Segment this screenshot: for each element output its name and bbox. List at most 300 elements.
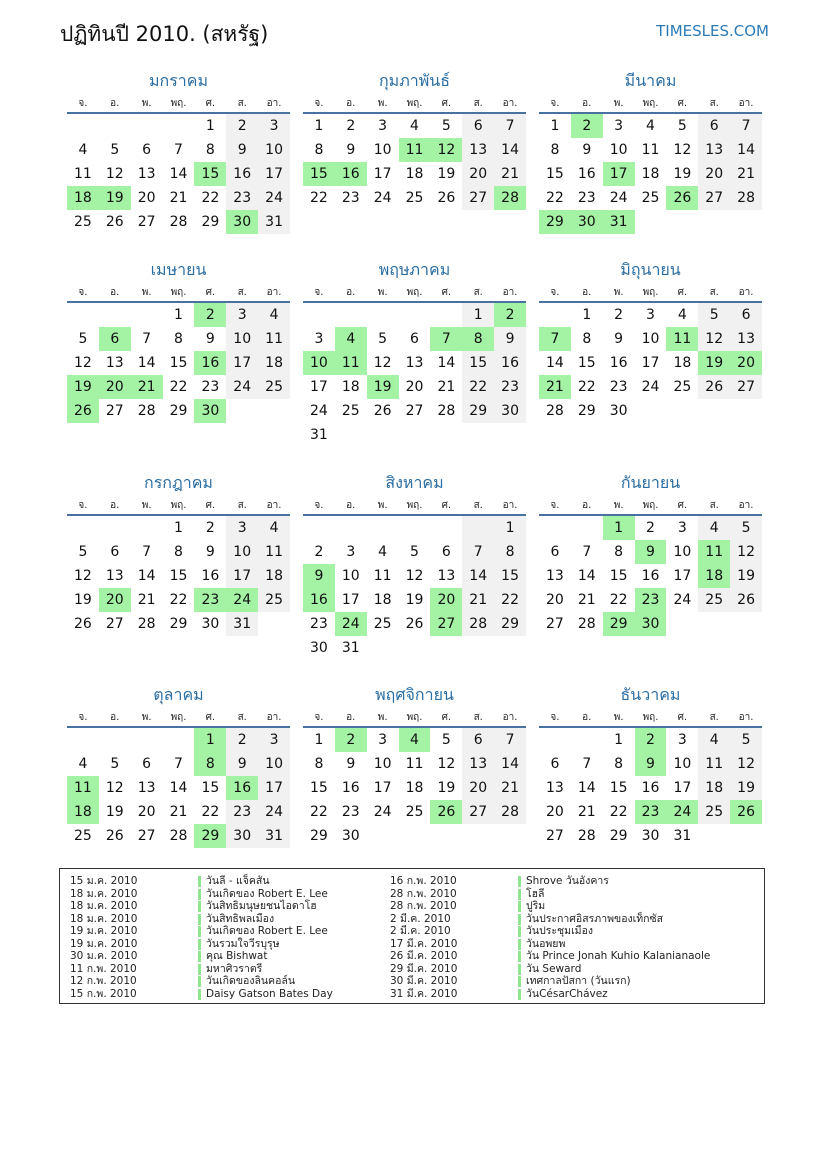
day-cell: 24 bbox=[373, 804, 392, 820]
day-cell: 12 bbox=[437, 756, 456, 772]
holiday-date: 19 ม.ค. 2010 bbox=[70, 925, 138, 937]
day-cell: 21 bbox=[169, 190, 188, 206]
day-cell: 9 bbox=[226, 138, 258, 162]
day-cell: 26 bbox=[373, 403, 392, 419]
day-cell: 17 bbox=[310, 379, 328, 395]
day-cell: 18 bbox=[67, 800, 99, 824]
empty-cell bbox=[99, 114, 131, 138]
weekday-label: อา. bbox=[502, 712, 518, 723]
days-grid bbox=[303, 728, 526, 848]
day-cell: 3 bbox=[677, 732, 687, 748]
day-cell: 9 bbox=[205, 544, 215, 560]
day-cell: 28 bbox=[137, 403, 156, 419]
days-grid bbox=[67, 114, 290, 234]
day-cell: 7 bbox=[582, 544, 592, 560]
day-cell: 6 bbox=[730, 303, 762, 327]
weekday-label: พฤ. bbox=[642, 98, 659, 109]
month-name: ตุลาคม bbox=[153, 685, 204, 704]
holiday-name: วัน Seward bbox=[526, 962, 582, 975]
day-cell: 18 bbox=[673, 355, 692, 371]
day-cell: 25 bbox=[405, 190, 424, 206]
day-cell: 11 bbox=[67, 776, 99, 800]
day-cell: 21 bbox=[462, 588, 494, 612]
empty-cell bbox=[131, 303, 163, 327]
day-cell: 10 bbox=[341, 568, 360, 584]
holiday-date: 15 ม.ค. 2010 bbox=[70, 875, 138, 887]
site-link[interactable]: TIMESLES.COM bbox=[656, 22, 769, 40]
month-calendar bbox=[539, 259, 762, 423]
weekday-label: อ. bbox=[582, 500, 592, 511]
day-cell: 13 bbox=[462, 138, 494, 162]
day-cell: 21 bbox=[437, 379, 456, 395]
day-cell: 26 bbox=[730, 800, 762, 824]
empty-cell bbox=[335, 516, 367, 540]
weekday-label: ส. bbox=[709, 712, 719, 723]
day-cell: 19 bbox=[367, 375, 399, 399]
day-cell: 9 bbox=[635, 752, 667, 776]
weekday-label: พ. bbox=[141, 98, 152, 109]
day-cell: 4 bbox=[399, 728, 431, 752]
holiday-marker bbox=[518, 914, 521, 925]
weekday-label: ส. bbox=[237, 98, 247, 109]
day-cell: 3 bbox=[258, 114, 290, 138]
day-cell: 31 bbox=[341, 640, 360, 656]
day-cell: 3 bbox=[314, 331, 324, 347]
day-cell: 27 bbox=[462, 186, 494, 210]
weekday-label: ศ. bbox=[205, 98, 216, 109]
holiday-marker bbox=[198, 964, 201, 975]
weekday-label: อา. bbox=[266, 287, 282, 298]
day-cell: 1 bbox=[205, 118, 215, 134]
weekday-header bbox=[303, 285, 526, 303]
weekday-label: จ. bbox=[78, 500, 88, 511]
day-cell: 13 bbox=[405, 355, 424, 371]
day-cell: 1 bbox=[582, 307, 592, 323]
day-cell: 2 bbox=[194, 303, 226, 327]
holiday-marker bbox=[518, 926, 521, 937]
day-cell: 11 bbox=[641, 142, 660, 158]
day-cell: 23 bbox=[494, 375, 526, 399]
empty-cell bbox=[67, 516, 99, 540]
days-grid bbox=[539, 516, 762, 636]
day-cell: 26 bbox=[105, 214, 124, 230]
day-cell: 15 bbox=[169, 568, 188, 584]
day-cell: 24 bbox=[258, 800, 290, 824]
empty-cell bbox=[67, 114, 99, 138]
day-cell: 17 bbox=[341, 592, 360, 608]
day-cell: 18 bbox=[373, 592, 392, 608]
day-cell: 3 bbox=[346, 544, 356, 560]
day-cell: 24 bbox=[258, 186, 290, 210]
day-cell: 13 bbox=[546, 568, 564, 584]
day-cell: 10 bbox=[373, 142, 392, 158]
day-cell: 20 bbox=[698, 162, 730, 186]
weekday-label: พ. bbox=[141, 500, 152, 511]
day-cell: 27 bbox=[546, 616, 564, 632]
day-cell: 24 bbox=[226, 588, 258, 612]
day-cell: 16 bbox=[201, 568, 220, 584]
day-cell: 11 bbox=[258, 327, 290, 351]
day-cell: 16 bbox=[335, 162, 367, 186]
weekday-label: ศ. bbox=[677, 98, 688, 109]
day-cell: 3 bbox=[378, 732, 388, 748]
weekday-label: พฤ. bbox=[406, 98, 423, 109]
weekday-label: อา. bbox=[738, 98, 754, 109]
day-cell: 18 bbox=[67, 186, 99, 210]
days-grid bbox=[303, 114, 526, 210]
weekday-label: พฤ. bbox=[170, 712, 187, 723]
day-cell: 23 bbox=[194, 588, 226, 612]
month-calendar bbox=[67, 472, 290, 636]
day-cell: 5 bbox=[110, 142, 120, 158]
holiday-marker bbox=[198, 889, 201, 900]
day-cell: 15 bbox=[462, 351, 494, 375]
holiday-date: 31 มี.ค. 2010 bbox=[390, 987, 458, 1000]
day-cell: 6 bbox=[441, 544, 451, 560]
day-cell: 25 bbox=[258, 588, 290, 612]
weekday-label: ส. bbox=[473, 98, 483, 109]
day-cell: 12 bbox=[105, 780, 124, 796]
day-cell: 30 bbox=[571, 210, 603, 234]
day-cell: 12 bbox=[405, 568, 424, 584]
weekday-label: อ. bbox=[110, 500, 120, 511]
holiday-date: 28 ก.พ. 2010 bbox=[390, 900, 457, 912]
holiday-date: 2 มี.ค. 2010 bbox=[390, 925, 451, 937]
weekday-label: ส. bbox=[473, 287, 483, 298]
days-grid bbox=[67, 516, 290, 636]
weekday-header bbox=[67, 96, 290, 114]
holiday-name: วันเกิดของ Robert E. Lee bbox=[206, 887, 328, 900]
empty-cell bbox=[430, 303, 462, 327]
day-cell: 10 bbox=[673, 756, 692, 772]
weekday-label: จ. bbox=[550, 712, 560, 723]
day-cell: 25 bbox=[641, 190, 660, 206]
day-cell: 16 bbox=[303, 588, 335, 612]
day-cell: 2 bbox=[226, 114, 258, 138]
day-cell: 9 bbox=[346, 756, 356, 772]
page-title: ปฏิทินปี 2010. (สหรัฐ) bbox=[60, 22, 269, 46]
day-cell: 1 bbox=[314, 732, 324, 748]
day-cell: 12 bbox=[74, 568, 92, 584]
day-cell: 29 bbox=[577, 403, 596, 419]
day-cell: 25 bbox=[341, 403, 360, 419]
holiday-name: Shrove วันอังคาร bbox=[526, 875, 609, 887]
day-cell: 28 bbox=[546, 403, 564, 419]
holiday-name: วันอพยพ bbox=[526, 937, 566, 950]
weekday-label: อ. bbox=[110, 287, 120, 298]
day-cell: 29 bbox=[194, 824, 226, 848]
empty-cell bbox=[131, 728, 163, 752]
weekday-label: จ. bbox=[550, 287, 560, 298]
day-cell: 15 bbox=[494, 564, 526, 588]
weekday-header bbox=[539, 96, 762, 114]
weekday-label: พ. bbox=[613, 500, 624, 511]
month-calendar bbox=[67, 70, 290, 234]
weekday-label: ศ. bbox=[441, 287, 452, 298]
day-cell: 19 bbox=[698, 351, 730, 375]
day-cell: 24 bbox=[226, 375, 258, 399]
day-cell: 28 bbox=[462, 612, 494, 636]
day-cell: 21 bbox=[730, 162, 762, 186]
weekday-label: ส. bbox=[237, 287, 247, 298]
day-cell: 17 bbox=[226, 564, 258, 588]
weekday-label: พฤ. bbox=[642, 287, 659, 298]
day-cell: 5 bbox=[677, 118, 687, 134]
day-cell: 29 bbox=[310, 828, 328, 844]
day-cell: 22 bbox=[201, 190, 220, 206]
day-cell: 20 bbox=[405, 379, 424, 395]
weekday-header bbox=[67, 710, 290, 728]
day-cell: 20 bbox=[430, 588, 462, 612]
day-cell: 23 bbox=[577, 190, 596, 206]
day-cell: 5 bbox=[730, 516, 762, 540]
month-name: มกราคม bbox=[148, 71, 209, 90]
holiday-marker bbox=[198, 901, 201, 912]
day-cell: 13 bbox=[105, 568, 124, 584]
day-cell: 1 bbox=[603, 516, 635, 540]
day-cell: 30 bbox=[310, 640, 328, 656]
day-cell: 19 bbox=[405, 592, 424, 608]
day-cell: 4 bbox=[78, 756, 88, 772]
day-cell: 6 bbox=[99, 327, 131, 351]
holiday-name: คุณ Bishwat bbox=[206, 950, 268, 962]
empty-cell bbox=[163, 114, 195, 138]
empty-cell bbox=[67, 728, 99, 752]
weekday-header bbox=[539, 498, 762, 516]
empty-cell bbox=[131, 516, 163, 540]
weekday-label: ส. bbox=[473, 500, 483, 511]
day-cell: 18 bbox=[258, 351, 290, 375]
weekday-label: ส. bbox=[709, 500, 719, 511]
day-cell: 7 bbox=[582, 756, 592, 772]
day-cell: 6 bbox=[410, 331, 419, 347]
day-cell: 4 bbox=[698, 728, 730, 752]
day-cell: 10 bbox=[609, 142, 628, 158]
weekday-label: พฤ. bbox=[406, 287, 423, 298]
day-cell: 13 bbox=[462, 752, 494, 776]
day-cell: 9 bbox=[582, 142, 592, 158]
weekday-label: อ. bbox=[346, 500, 356, 511]
month-name: กุมภาพันธ์ bbox=[378, 71, 450, 90]
holiday-date: 18 ม.ค. 2010 bbox=[70, 912, 138, 925]
holiday-name: วันสิทธิพลเมือง bbox=[206, 912, 275, 925]
day-cell: 7 bbox=[539, 327, 571, 351]
empty-cell bbox=[99, 516, 131, 540]
day-cell: 24 bbox=[666, 800, 698, 824]
day-cell: 28 bbox=[494, 186, 526, 210]
holiday-marker bbox=[198, 926, 201, 937]
day-cell: 6 bbox=[550, 544, 560, 560]
day-cell: 9 bbox=[635, 540, 667, 564]
holiday-marker bbox=[518, 939, 521, 950]
day-cell: 4 bbox=[410, 118, 419, 134]
day-cell: 19 bbox=[437, 166, 456, 182]
day-cell: 1 bbox=[194, 728, 226, 752]
month-name: ธันวาคม bbox=[620, 685, 681, 704]
day-cell: 26 bbox=[67, 399, 99, 423]
day-cell: 19 bbox=[437, 780, 456, 796]
day-cell: 1 bbox=[174, 307, 183, 323]
day-cell: 25 bbox=[373, 616, 392, 632]
day-cell: 2 bbox=[205, 520, 215, 536]
day-cell: 17 bbox=[258, 162, 290, 186]
days-grid bbox=[67, 303, 290, 423]
holiday-date: 12 ก.พ. 2010 bbox=[70, 975, 137, 987]
day-cell: 13 bbox=[546, 780, 564, 796]
holiday-date: 2 มี.ค. 2010 bbox=[390, 912, 451, 925]
day-cell: 20 bbox=[462, 162, 494, 186]
day-cell: 8 bbox=[614, 756, 624, 772]
day-cell: 7 bbox=[174, 756, 183, 772]
weekday-label: อา. bbox=[502, 98, 518, 109]
day-cell: 4 bbox=[335, 327, 367, 351]
weekday-label: ศ. bbox=[441, 98, 452, 109]
day-cell: 11 bbox=[335, 351, 367, 375]
day-cell: 1 bbox=[174, 520, 183, 536]
day-cell: 23 bbox=[341, 804, 360, 820]
day-cell: 31 bbox=[310, 427, 328, 443]
day-cell: 5 bbox=[730, 728, 762, 752]
day-cell: 18 bbox=[698, 776, 730, 800]
month-calendar bbox=[539, 70, 762, 234]
day-cell: 24 bbox=[641, 379, 660, 395]
empty-cell bbox=[571, 728, 603, 752]
day-cell: 3 bbox=[226, 303, 258, 327]
weekday-label: พฤ. bbox=[642, 500, 659, 511]
days-grid bbox=[303, 303, 526, 447]
empty-cell bbox=[462, 516, 494, 540]
day-cell: 22 bbox=[609, 592, 628, 608]
day-cell: 20 bbox=[99, 588, 131, 612]
day-cell: 24 bbox=[335, 612, 367, 636]
day-cell: 7 bbox=[462, 540, 494, 564]
day-cell: 23 bbox=[310, 616, 328, 632]
day-cell: 2 bbox=[494, 303, 526, 327]
day-cell: 2 bbox=[335, 728, 367, 752]
day-cell: 5 bbox=[110, 756, 120, 772]
day-cell: 11 bbox=[698, 752, 730, 776]
empty-cell bbox=[99, 728, 131, 752]
day-cell: 30 bbox=[194, 399, 226, 423]
weekday-header bbox=[303, 498, 526, 516]
day-cell: 14 bbox=[577, 780, 596, 796]
day-cell: 19 bbox=[673, 166, 692, 182]
day-cell: 1 bbox=[494, 516, 526, 540]
day-cell: 29 bbox=[609, 828, 628, 844]
day-cell: 21 bbox=[137, 592, 156, 608]
day-cell: 17 bbox=[603, 162, 635, 186]
day-cell: 30 bbox=[641, 828, 660, 844]
day-cell: 2 bbox=[571, 114, 603, 138]
day-cell: 26 bbox=[698, 375, 730, 399]
day-cell: 29 bbox=[169, 403, 188, 419]
day-cell: 16 bbox=[341, 780, 360, 796]
day-cell: 22 bbox=[201, 804, 220, 820]
day-cell: 7 bbox=[494, 728, 526, 752]
holiday-date: 17 มี.ค. 2010 bbox=[390, 937, 458, 950]
holiday-name: วันประกาศอิสรภาพของเท็กซัส bbox=[526, 912, 664, 925]
month-name: มิถุนายน bbox=[620, 260, 681, 279]
day-cell: 15 bbox=[303, 162, 335, 186]
day-cell: 26 bbox=[74, 616, 92, 632]
day-cell: 27 bbox=[137, 214, 156, 230]
day-cell: 13 bbox=[105, 355, 124, 371]
weekday-header bbox=[303, 96, 526, 114]
day-cell: 24 bbox=[673, 592, 692, 608]
day-cell: 29 bbox=[494, 612, 526, 636]
day-cell: 22 bbox=[169, 592, 188, 608]
holiday-name: วันสิทธิมนุษยชนไอดาโฮ bbox=[206, 900, 317, 912]
empty-cell bbox=[367, 303, 399, 327]
day-cell: 19 bbox=[105, 804, 124, 820]
day-cell: 13 bbox=[698, 138, 730, 162]
day-cell: 15 bbox=[194, 162, 226, 186]
holiday-marker bbox=[198, 951, 201, 962]
weekday-label: อ. bbox=[346, 287, 356, 298]
empty-cell bbox=[67, 303, 99, 327]
month-name: พฤษภาคม bbox=[378, 260, 451, 279]
day-cell: 22 bbox=[577, 379, 596, 395]
day-cell: 26 bbox=[730, 588, 762, 612]
day-cell: 13 bbox=[437, 568, 456, 584]
day-cell: 11 bbox=[698, 540, 730, 564]
day-cell: 5 bbox=[441, 118, 451, 134]
day-cell: 16 bbox=[194, 351, 226, 375]
day-cell: 9 bbox=[226, 752, 258, 776]
weekday-label: ศ. bbox=[677, 287, 688, 298]
empty-cell bbox=[303, 516, 335, 540]
month-calendar bbox=[303, 472, 526, 660]
day-cell: 3 bbox=[378, 118, 388, 134]
holiday-marker bbox=[198, 976, 201, 987]
days-grid bbox=[539, 114, 762, 234]
holiday-marker bbox=[518, 989, 521, 1000]
day-cell: 27 bbox=[137, 828, 156, 844]
holiday-marker bbox=[198, 939, 201, 950]
day-cell: 13 bbox=[730, 327, 762, 351]
day-cell: 8 bbox=[205, 142, 215, 158]
weekday-label: พ. bbox=[377, 98, 388, 109]
day-cell: 15 bbox=[546, 166, 564, 182]
weekday-label: อา. bbox=[502, 287, 518, 298]
holiday-marker bbox=[518, 976, 521, 987]
holiday-date: 30 ม.ค. 2010 bbox=[70, 950, 138, 962]
holiday-date: 30 มี.ค. 2010 bbox=[390, 975, 458, 987]
day-cell: 20 bbox=[137, 190, 156, 206]
day-cell: 2 bbox=[314, 544, 324, 560]
day-cell: 3 bbox=[646, 307, 655, 323]
empty-cell bbox=[539, 728, 571, 752]
weekday-label: อา. bbox=[502, 500, 518, 511]
holiday-name: วันเกิดของ Robert E. Lee bbox=[206, 925, 328, 937]
day-cell: 14 bbox=[546, 355, 564, 371]
weekday-label: จ. bbox=[314, 500, 324, 511]
day-cell: 12 bbox=[673, 142, 692, 158]
day-cell: 2 bbox=[635, 728, 667, 752]
day-cell: 9 bbox=[346, 142, 356, 158]
day-cell: 28 bbox=[730, 186, 762, 210]
day-cell: 24 bbox=[373, 190, 392, 206]
day-cell: 15 bbox=[609, 780, 628, 796]
day-cell: 19 bbox=[74, 592, 92, 608]
empty-cell bbox=[399, 516, 431, 540]
day-cell: 15 bbox=[169, 355, 188, 371]
day-cell: 22 bbox=[546, 190, 564, 206]
weekday-label: พ. bbox=[141, 712, 152, 723]
day-cell: 22 bbox=[462, 375, 494, 399]
day-cell: 10 bbox=[258, 138, 290, 162]
weekday-label: จ. bbox=[314, 712, 324, 723]
